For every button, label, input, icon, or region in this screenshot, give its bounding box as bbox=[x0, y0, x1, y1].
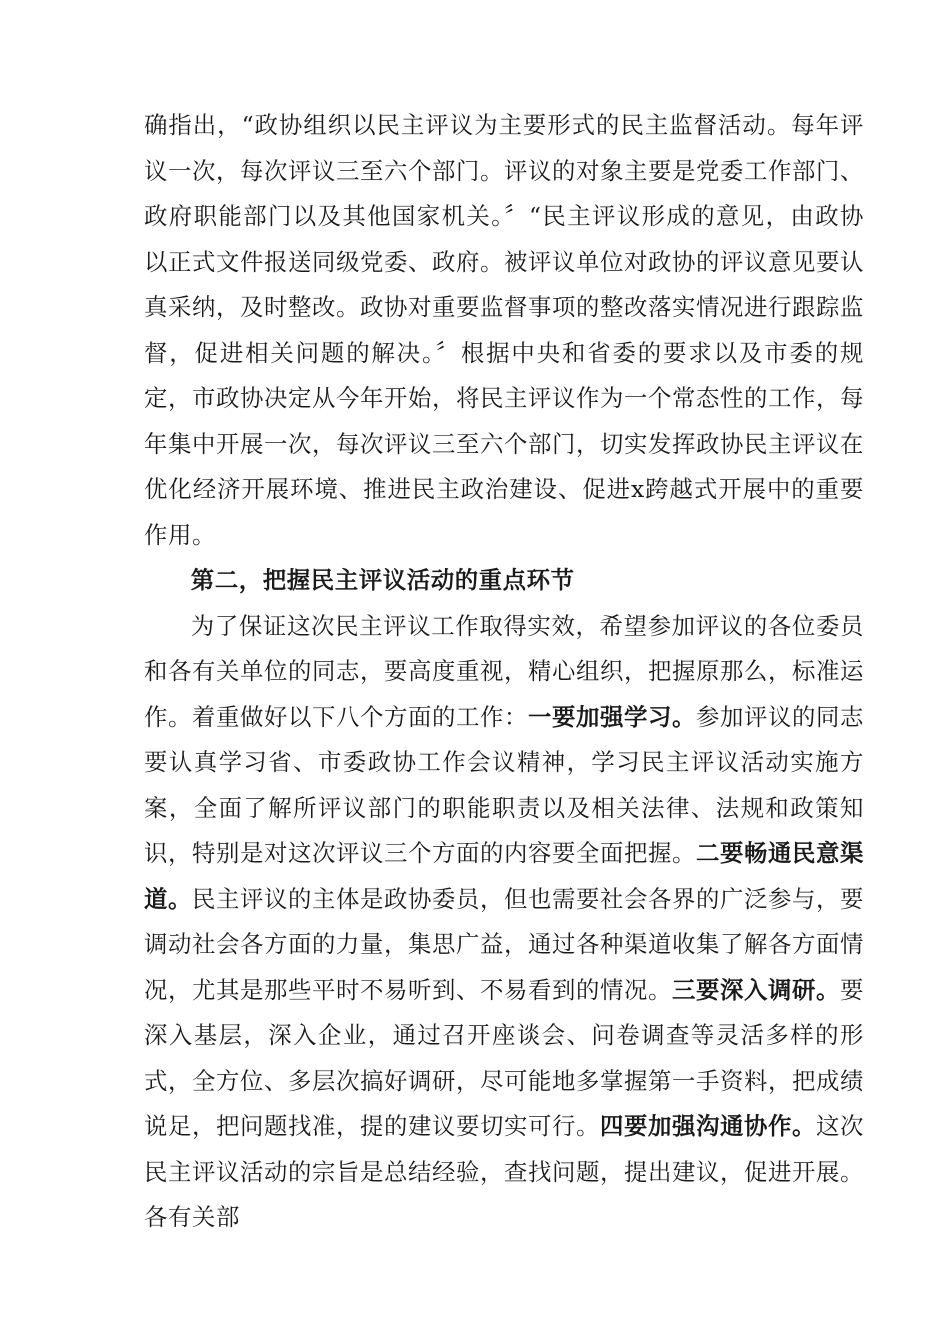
section-heading: 第二，把握民主评议活动的重点环节 bbox=[190, 566, 575, 594]
body-paragraph bbox=[144, 604, 864, 1241]
emphasis-point-1: 一要加强学习。 bbox=[528, 702, 696, 731]
emphasis-point-4: 四要加强沟通协作。 bbox=[600, 1112, 816, 1140]
document-body bbox=[144, 103, 864, 1241]
paragraph-text: 这次民主评议活动的宗旨是总结经验，查找问题，提出建议，促进开展。各有关部 bbox=[144, 1112, 864, 1231]
paragraph-text: 民主评议的主体是政协委员，但也需要社会各界的广泛参与，要调动社会各方面的力量，集思广益，通过各种渠道收集了解各方面情况，尤其是那些平时不易听到、不易看到的情况。 bbox=[144, 884, 864, 1004]
emphasis-point-2: 二要畅通民意渠道。 bbox=[144, 839, 864, 913]
paragraph-text: 参加评议的同志要认真学习省、市委政协工作会议精神，学习民主评议活动实施方案，全面了解所评议部门的职能职责以及相关法律、法规和政策知识，特别是对这次评议三个方面的内容要全面把握。 bbox=[144, 702, 864, 867]
paragraph-continuation: 确指出，“政协组织以民主评议为主要形式的民主监督活动。每年评议一次，每次评议三至六个部门。评议的对象主要是党委工作部门、政府职能部门以及其他国家机关。〞“民主评议形成的意见，由政协以正式文件报送同级党委、政府。被评议单位对政协的评议意见要认真采纳，及时整改。政协对重要监督事项的整改落实情况进行跟踪监督，促进相关问题的解决。〞根据中央和省委的要求以及市委的规定，市政协决定从今年开始，将民主评议作为一个常态性的工作，每年集中开展一次，每次评议三至六个部门，切实发挥政协民主评议在优化经济开展环境、推进民主政治建设、促进x跨越式开展中的重要作用。 bbox=[144, 111, 864, 549]
paragraph-text: 要深入基层，深入企业，通过召开座谈会、问卷调查等灵活多样的形式，全方位、多层次搞好调研，尽可能地多掌握第一手资料，把成绩说足，把问题找准，提的建议要切实可行。 bbox=[144, 975, 864, 1140]
emphasis-point-3: 三要深入调研。 bbox=[672, 975, 840, 1004]
paragraph-text: 为了保证这次民主评议工作取得实效，希望参加评议的各位委员和各有关单位的同志，要高度重视，精心组织，把握原那么，标准运作。着重做好以下八个方面的工作： bbox=[144, 611, 864, 731]
